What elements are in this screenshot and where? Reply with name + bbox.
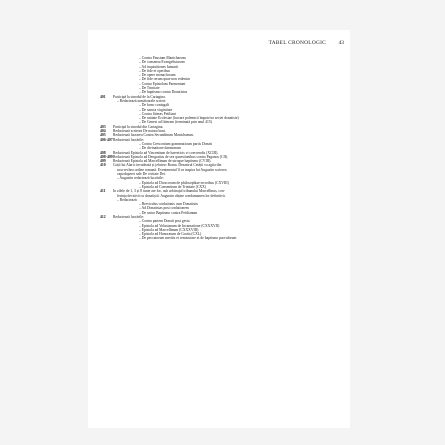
entry-text: – Contra litteras Petiliani (139, 111, 176, 116)
entry-text: – De bono coniugali (139, 103, 170, 108)
entry-text: Redactează Epistola ad Deogratias de sex quaestionibus contra Paganos (CII). (113, 154, 229, 159)
entry-text: – De unitate Ecclesiae (lucrare polemică împotriva sectei donatiste) (139, 116, 239, 121)
entry-text: – Epistola ad Honoratum de Gratia (CXL) (139, 232, 202, 237)
entry-text: – Redactează următoarele scrieri: (117, 98, 167, 103)
entry-year: 401 (100, 94, 106, 99)
running-title: TABEL CRONOLOGIC (268, 40, 326, 46)
entry-text: – Contra partem Donati post gesta (139, 219, 190, 224)
entry-text: – Ad inquisitiones Ianuarii (139, 64, 179, 69)
entry-text: Redactează Epistola ad Marcellinum de utroque baptismo (CVIII). (113, 159, 212, 164)
entry-text: – De unico Baptismo contra Petilianum (139, 210, 198, 215)
chronology-entry (100, 236, 342, 240)
entry-text: – Contra Cresconium grammaticum partis Donati (139, 141, 213, 146)
entry-year: 412 (100, 214, 106, 219)
entry-text: – De divinatione daemonum (139, 146, 181, 151)
entry-text: – De fide rerum quae non videntur (139, 77, 190, 82)
entry-year: 404 (100, 129, 106, 134)
entry-text: Goții lui Alaric invadează și jefuiesc Roma. Dezastrul Cetății va agita din (113, 163, 222, 168)
entry-year: 411 (100, 189, 106, 194)
entry-text: Redactează Epistola ad Vincentium de haereticis vi coercendis (XCIII). (113, 150, 219, 155)
entry-text: – De opere monachorum (139, 73, 176, 78)
entry-text: – De consensu Evangelistarum (139, 60, 185, 65)
entry-text: – De peccatorum meritis et remissione et de baptismo parvulorum (139, 236, 237, 241)
entry-year: 403 (100, 124, 106, 129)
entry-text: Redactează lucrarea Contra Secundinum Manichaeum. (113, 133, 194, 138)
book-page (88, 30, 350, 428)
entry-text: – Epistola ad Volusianum de Incarnatione (CXXXVII) (139, 223, 220, 228)
entry-text: – Epistola ad Dioscorum de philosophiae erroribus (CXVIII) (139, 180, 229, 185)
entry-text: – De Trinitate (139, 86, 160, 91)
entry-text: – De Genesi ad litteram (terminată prin anul 415) (139, 120, 212, 125)
entry-text: – Epistola ad Marcellinum (CXXXVIII) (139, 227, 199, 232)
page-number: 43 (338, 40, 344, 46)
entry-year: 406-407 (100, 137, 113, 142)
entry-text: Redactează lucrările: (113, 214, 145, 219)
entry-text: – Epistola ad Consentium de Trinitate (CXX) (139, 184, 206, 189)
entry-text: Redactează scrierea De natura boni. (113, 129, 166, 134)
entry-text: – Contra Epistolam Parmeniani (139, 81, 186, 86)
entry-text: ferința decisivă cu donatiștii. Augustin obține condamnarea lor definitivă. (117, 193, 226, 198)
entry-text: – Redactează: (117, 197, 138, 202)
entry-year: 410 (100, 163, 106, 168)
entry-text: nou vechea ordine romană. Evenimentul îl va inspira lui Augustin scrierea (117, 167, 227, 172)
entry-year: 405 (100, 133, 106, 138)
entry-text: – De sancta virginitate (139, 107, 173, 112)
running-header (88, 40, 350, 50)
entry-text: Redactează lucrările: (113, 137, 145, 142)
entry-text: – De fide et operibus (139, 68, 170, 73)
entry-text: – Ad Donatistas post conlationem (139, 206, 189, 211)
entry-year: 408-409 (100, 154, 113, 159)
entry-text: – Contra Faustum Manichaeum (139, 56, 186, 60)
chronology-list (100, 56, 342, 241)
entry-text: – De baptismo contra Donatistas (139, 90, 188, 95)
entry-text: Participă la sinodul din Cartagina. (113, 124, 164, 129)
entry-text: În zilele de 1, 3 și 8 iunie are loc, sub arbitrajul tribunului Marcellinus, con- (113, 189, 225, 194)
entry-text: capodoperei sale De civitate Dei. (117, 172, 166, 177)
entry-year: 409 (100, 159, 106, 164)
entry-text: – Augustin redactează lucrările: (117, 176, 164, 181)
entry-text: – Breviculus conlationis cum Donatistis (139, 202, 198, 207)
entry-text: Participă la sinodul de la Cartagina. (113, 94, 166, 99)
entry-year: 408 (100, 150, 106, 155)
